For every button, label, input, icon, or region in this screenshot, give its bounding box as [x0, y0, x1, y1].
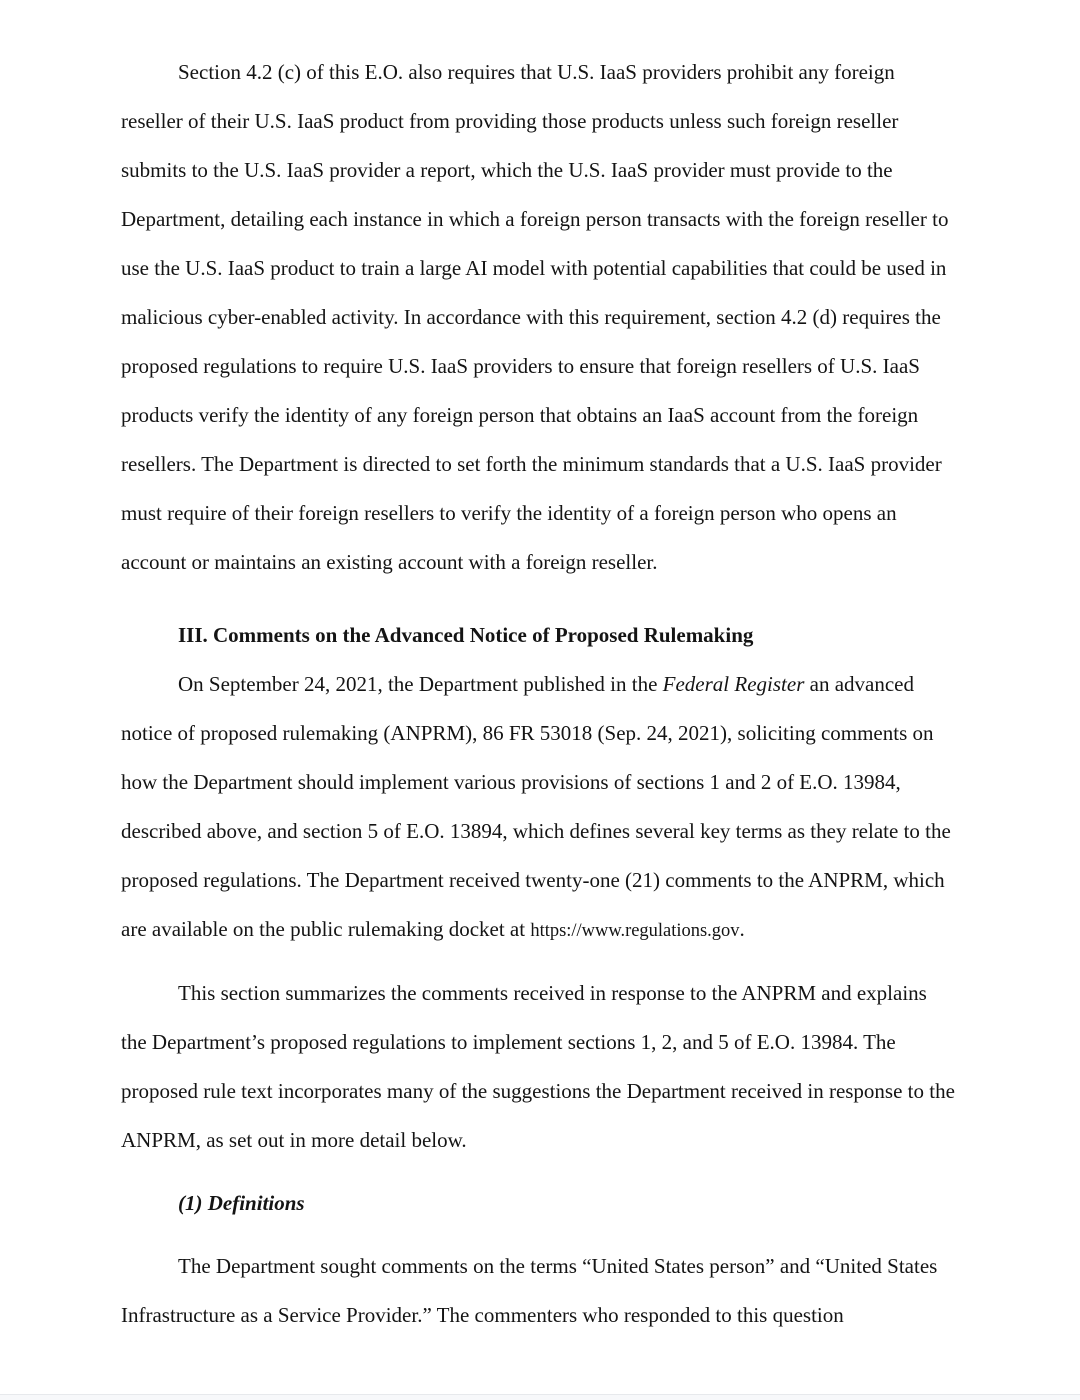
- section-heading-comments-anprm: III. Comments on the Advanced Notice of Proposed Rulemaking: [178, 623, 754, 647]
- paragraph-text-segment: On September 24, 2021, the Department published in the: [178, 672, 663, 696]
- paragraph-text-segment: an advanced notice of proposed rulemaking (ANPRM), 86 FR 53018 (Sep. 24, 2021), soliciting comments on how the Department should implement various provisions of sections 1 and 2 of E.O. 13984, described above, and section 5 of E.O. 13894, which defines several key terms as they relate to the proposed regulations. The Department received twenty-one (21) comments to the ANPRM, which are available on the public rulemaking docket at: [121, 672, 951, 941]
- paragraph-definitions-comments: The Department sought comments on the terms “United States person” and “United States Infrastructure as a Service Provider.” The commenters who responded to this question: [121, 1254, 938, 1327]
- paragraph-section-summary: This section summarizes the comments received in response to the ANPRM and explains the Department’s proposed regulations to implement sections 1, 2, and 5 of E.O. 13984. The proposed rule text incorporates many of the suggestions the Department received in response to the ANPRM, as set out in more detail below.: [121, 981, 955, 1152]
- subsection-heading-definitions: (1) Definitions: [178, 1191, 305, 1215]
- regulations-gov-link[interactable]: https://www.regulations.gov: [530, 920, 740, 940]
- document-body: [121, 48, 955, 1340]
- federal-register-italic-text: Federal Register: [662, 672, 805, 696]
- paragraph-text-segment: .: [739, 917, 745, 941]
- paragraph-anprm-publication: [121, 660, 955, 955]
- page-bottom-divider: [0, 1394, 1080, 1400]
- paragraph-eo-section-4-2: Section 4.2 (c) of this E.O. also requires that U.S. IaaS providers prohibit any foreign reseller of their U.S. IaaS product from providing those products unless such foreign reseller submits to the U.S. IaaS provider a report, which the U.S. IaaS provider must provide to the Department, detailing each instance in which a foreign person transacts with the foreign reseller to use the U.S. IaaS product to train a large AI model with potential capabilities that could be used in malicious cyber-enabled activity. In accordance with this requirement, section 4.2 (d) requires the proposed regulations to require U.S. IaaS providers to ensure that foreign resellers of U.S. IaaS products verify the identity of any foreign person that obtains an IaaS account from the foreign resellers. The Department is directed to set forth the minimum standards that a U.S. IaaS provider must require of their foreign resellers to verify the identity of a foreign person who opens an account or maintains an existing account with a foreign reseller.: [121, 60, 949, 574]
